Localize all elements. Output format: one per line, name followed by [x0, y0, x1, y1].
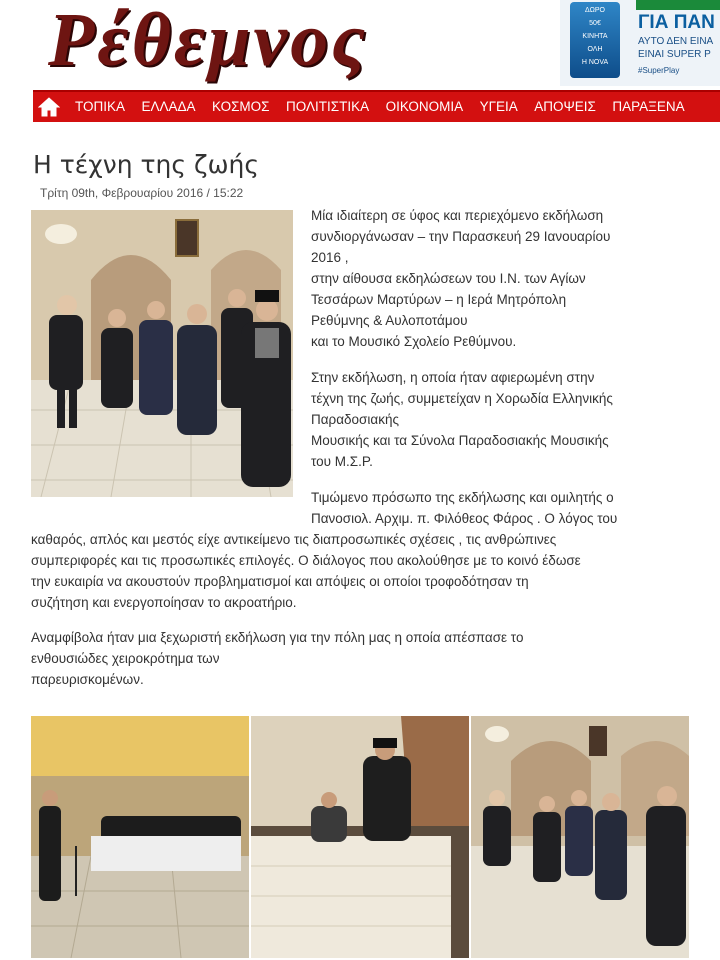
- paragraph-line: Τεσσάρων Μαρτύρων – η Ιερά Μητρόπολη: [311, 292, 567, 307]
- paragraph-line: ενθουσιώδες χειροκρότημα των: [31, 651, 220, 666]
- paragraph-line: παρευρισκομένων.: [31, 672, 144, 687]
- article-title: Η τέχνη της ζωής: [33, 150, 260, 179]
- gallery-photo-choir[interactable]: [31, 716, 249, 958]
- paragraph-line: στην αίθουσα εκδηλώσεων του Ι.Ν. των Αγίων: [311, 271, 586, 286]
- nav-item-oikonomia[interactable]: ΟΙΚΟΝΟΜΙΑ: [385, 99, 464, 114]
- article-paragraph-2: [311, 367, 613, 472]
- article-paragraph-4: [31, 627, 523, 690]
- ad-strip: [636, 0, 720, 10]
- paragraph-line: και το Μουσικό Σχολείο Ρεθύμνου.: [311, 334, 517, 349]
- ad-text: ΕΙΝΑΙ SUPER P: [638, 49, 711, 60]
- gallery-photo-speaker[interactable]: [251, 716, 469, 958]
- paragraph-line: Παραδοσιακής: [311, 412, 399, 427]
- ad-phone-text: Η NOVA: [581, 59, 609, 66]
- paragraph-line: Τιμώμενο πρόσωπο της εκδήλωσης και ομιλητής ο: [311, 490, 614, 505]
- ad-headline: ΓΙΑ ΠΑΝ: [638, 12, 715, 33]
- site-logo[interactable]: Ρέθεμνος: [48, 0, 369, 82]
- article-date: Τρίτη 09th, Φεβρουαρίου 2016 / 15:22: [40, 186, 244, 200]
- nav-item-ygeia[interactable]: ΥΓΕΙΑ: [479, 99, 518, 114]
- paragraph-line: Στην εκδήλωση, η οποία ήταν αφιερωμένη στην: [311, 370, 595, 385]
- ad-phone-text: 50€: [589, 20, 601, 27]
- nav-item-politistika[interactable]: ΠΟΛΙΤΙΣΤΙΚΑ: [285, 99, 370, 114]
- advertisement-banner[interactable]: [560, 0, 720, 86]
- paragraph-line: Μουσικής και τα Σύνολα Παραδοσιακής Μουσικής: [311, 433, 609, 448]
- nav-item-topika[interactable]: ΤΟΠΙΚΑ: [75, 99, 126, 114]
- paragraph-line: τέχνη της ζωής, συμμετείχαν η Χορωδία Ελληνικής: [311, 391, 613, 406]
- ad-phone-graphic: [570, 2, 620, 78]
- nav-item-ellada[interactable]: ΕΛΛΑΔΑ: [141, 99, 196, 114]
- paragraph-line: Μία ιδιαίτερη σε ύφος και περιεχόμενο εκδήλωση: [311, 208, 604, 223]
- paragraph-line: την ευκαιρία να ακουστούν προβληματισμοί και απόψεις οι οποίοι τροφοδότησαν τη: [31, 574, 529, 589]
- paragraph-line: του Μ.Σ.Ρ.: [311, 454, 373, 469]
- gallery-photo-group[interactable]: [471, 716, 689, 958]
- nav-item-apopseis[interactable]: ΑΠΟΨΕΙΣ: [534, 99, 596, 114]
- ad-text: ΑΥΤΟ ΔΕΝ ΕΙΝΑ: [638, 36, 714, 47]
- article-main-photo[interactable]: [31, 210, 293, 497]
- paragraph-line: καθαρός, απλός και μεστός είχε αντικείμενο τις διαπροσωπικές σχέσεις , τις ανθρώπινες: [31, 532, 557, 547]
- nav-menu: [75, 92, 697, 122]
- article-paragraph-3-top: [311, 487, 617, 529]
- home-icon[interactable]: [38, 97, 60, 117]
- main-navigation: [33, 90, 720, 122]
- paragraph-line: Ρεθύμνης & Αυλοποτάμου: [311, 313, 468, 328]
- nav-item-paraxena[interactable]: ΠΑΡΑΞΕΝΑ: [612, 99, 685, 114]
- paragraph-line: συμπεριφορές και τις προσωπικές επιλογές. Ο διάλογος που ακολούθησε με το κοινό έδωσε: [31, 553, 581, 568]
- site-header: [0, 0, 720, 90]
- ad-hashtag: #SuperPlay: [638, 66, 680, 75]
- paragraph-line: συζήτηση και ενεργοποίησαν το ακροατήριο.: [31, 595, 297, 610]
- paragraph-line: Πανοσιολ. Αρχιμ. π. Φιλόθεος Φάρος . Ο λόγος του: [311, 511, 618, 526]
- paragraph-line: Αναμφίβολα ήταν μια ξεχωριστή εκδήλωση για την πόλη μας η οποία απέσπασε το: [31, 630, 524, 645]
- ad-phone-text: ΔΩΡΟ: [584, 7, 606, 14]
- paragraph-line: 2016 ,: [311, 250, 349, 265]
- ad-phone-text: ΟΛΗ: [587, 46, 603, 53]
- article-paragraph-3-bottom: [31, 529, 581, 613]
- paragraph-line: συνδιοργάνωσαν – την Παρασκευή 29 Ιανουαρίου: [311, 229, 611, 244]
- article-paragraph-1: [311, 205, 610, 352]
- nav-item-kosmos[interactable]: ΚΟΣΜΟΣ: [212, 99, 270, 114]
- ad-phone-text: ΚΙΝΗΤΑ: [582, 33, 608, 40]
